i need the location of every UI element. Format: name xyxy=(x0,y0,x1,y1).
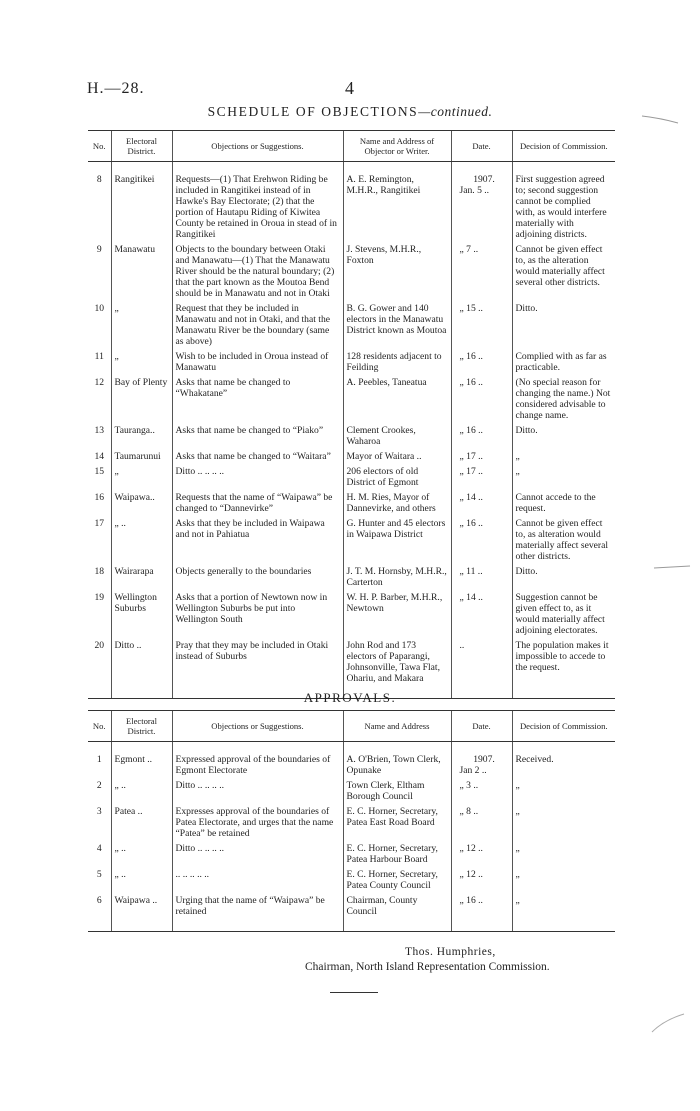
row-objection: Requests—(1) That Erehwon Riding be included in Rangitikei instead of in Hawke's Bay Electorate; (2) that the portion of Hautapu Riding of Kiwitea County be retained in Oroua in stead of in Rangitikei xyxy=(172,162,343,243)
schedule-title-continued: —continued. xyxy=(418,104,493,119)
row-district: „ .. xyxy=(111,778,172,804)
row-name: Town Clerk, Eltham Borough Council xyxy=(343,778,451,804)
row-name: J. Stevens, M.H.R., Foxton xyxy=(343,242,451,301)
row-district: Taumarunui xyxy=(111,449,172,464)
objections-table xyxy=(88,130,615,699)
signatory-title: Chairman, North Island Representation Commission. xyxy=(305,961,550,973)
row-objection: Expressed approval of the boundaries of Egmont Electorate xyxy=(172,742,343,779)
row-decision: Suggestion cannot be given effect to, as it would materially affect adjoining electorates. xyxy=(512,590,615,638)
table-row xyxy=(88,449,615,464)
table-row xyxy=(88,804,615,841)
col-header-objection: Objections or Suggestions. xyxy=(172,131,343,162)
row-objection: Objects to the boundary between Otaki and Manawatu—(1) That the Manawatu River should be the natural boundary; (2) that the part known as the Moutoa Bend should be in Manawatu and not in Otaki xyxy=(172,242,343,301)
row-number: 13 xyxy=(94,425,105,436)
row-decision: „ xyxy=(512,867,615,893)
row-number: 1 xyxy=(96,754,102,765)
date-value: Jan. 5 .. xyxy=(459,185,490,196)
row-date: „ 16 .. xyxy=(451,516,512,564)
approvals-table xyxy=(88,710,615,932)
row-district: „ .. xyxy=(111,516,172,564)
row-district: Rangitikei xyxy=(111,162,172,243)
row-decision: Cannot accede to the request. xyxy=(512,490,615,516)
row-objection: Asks that a portion of Newtown now in Wellington Suburbs be put into Wellington South xyxy=(172,590,343,638)
col-header-name: Name and Address xyxy=(343,711,451,742)
row-decision: „ xyxy=(512,893,615,932)
pencil-mark xyxy=(648,1010,688,1034)
row-date xyxy=(451,162,512,243)
row-name: A. O'Brien, Town Clerk, Opunake xyxy=(343,742,451,779)
row-objection: Objects generally to the boundaries xyxy=(172,564,343,590)
row-number: 12 xyxy=(94,377,105,388)
row-decision: (No special reason for changing the name.) Not considered advisable to change name. xyxy=(512,375,615,423)
closing-rule xyxy=(330,992,378,993)
row-decision: First suggestion agreed to; second suggestion cannot be complied with, as would interfere materially with adjoining districts. xyxy=(512,162,615,243)
row-name: W. H. P. Barber, M.H.R., Newtown xyxy=(343,590,451,638)
row-objection: Ditto .. .. .. .. xyxy=(172,841,343,867)
row-date: „ 16 .. xyxy=(451,893,512,932)
row-date: „ 11 .. xyxy=(451,564,512,590)
col-header-no: No. xyxy=(88,131,111,162)
row-district: „ .. xyxy=(111,841,172,867)
row-name: B. G. Gower and 140 electors in the Manawatu District known as Moutoa xyxy=(343,301,451,349)
row-decision: „ xyxy=(512,804,615,841)
row-objection: Pray that they may be included in Otaki instead of Suburbs xyxy=(172,638,343,699)
table-row xyxy=(88,867,615,893)
row-district: „ .. xyxy=(111,867,172,893)
table-row xyxy=(88,893,615,932)
row-number: 9 xyxy=(96,244,102,255)
document-code: H.—28. xyxy=(87,80,145,97)
row-name: Mayor of Waitara .. xyxy=(343,449,451,464)
row-decision: Ditto. xyxy=(512,423,615,449)
table-row xyxy=(88,464,615,490)
row-number: 11 xyxy=(94,351,104,362)
row-date: „ 8 .. xyxy=(451,804,512,841)
row-number: 10 xyxy=(94,303,105,314)
row-number: 19 xyxy=(94,592,105,603)
row-district: „ xyxy=(111,464,172,490)
row-objection: Ditto .. .. .. .. xyxy=(172,464,343,490)
row-number: 2 xyxy=(96,780,102,791)
table-row xyxy=(88,375,615,423)
row-objection: Asks that name be changed to “Waitara” xyxy=(172,449,343,464)
table-row xyxy=(88,778,615,804)
row-number: 6 xyxy=(88,893,111,932)
col-header-name: Name and Address of Objector or Writer. xyxy=(343,131,451,162)
col-header-no: No. xyxy=(88,711,111,742)
approvals-body xyxy=(88,742,615,932)
row-district: „ xyxy=(111,301,172,349)
row-date: „ 16 .. xyxy=(451,423,512,449)
signatory-name: Thos. Humphries, xyxy=(405,946,496,958)
row-decision: „ xyxy=(512,778,615,804)
row-name: Clement Crookes, Waharoa xyxy=(343,423,451,449)
row-name: 128 residents adjacent to Feilding xyxy=(343,349,451,375)
row-decision: The population makes it impossible to accede to the request. xyxy=(512,638,615,699)
table-row xyxy=(88,301,615,349)
row-number: 14 xyxy=(94,451,105,462)
row-date: „ 12 .. xyxy=(451,867,512,893)
row-number: 4 xyxy=(96,843,102,854)
row-name: A. E. Remington, M.H.R., Rangitikei xyxy=(343,162,451,243)
row-objection: Requests that the name of “Waipawa” be changed to “Dannevirke” xyxy=(172,490,343,516)
row-date: „ 17 .. xyxy=(451,464,512,490)
col-header-objection: Objections or Suggestions. xyxy=(172,711,343,742)
date-value: Jan 2 .. xyxy=(459,765,487,776)
table-row xyxy=(88,242,615,301)
table-row xyxy=(88,564,615,590)
row-name: 206 electors of old District of Egmont xyxy=(343,464,451,490)
col-header-date: Date. xyxy=(451,711,512,742)
row-name: E. C. Horner, Secretary, Patea County Council xyxy=(343,867,451,893)
table-row xyxy=(88,162,615,243)
row-date: „ 12 .. xyxy=(451,841,512,867)
row-number: 17 xyxy=(94,518,105,529)
table-row xyxy=(88,423,615,449)
row-number: 8 xyxy=(96,174,102,185)
row-decision: Cannot be given effect to, as the alteration would materially affect several other districts. xyxy=(512,242,615,301)
row-date: „ 14 .. xyxy=(451,490,512,516)
approvals-title: APPROVALS. xyxy=(303,690,397,705)
table-row xyxy=(88,516,615,564)
row-decision: „ xyxy=(512,464,615,490)
row-objection: .. .. .. .. .. xyxy=(172,867,343,893)
row-name: Chairman, County Council xyxy=(343,893,451,932)
row-objection: Asks that name be changed to “Piako” xyxy=(172,423,343,449)
row-decision: Received. xyxy=(512,742,615,779)
row-objection: Request that they be included in Manawatu and not in Otaki, and that the Manawatu River be the boundary (same as above) xyxy=(172,301,343,349)
row-district: Ditto .. xyxy=(111,638,172,699)
row-objection: Expresses approval of the boundaries of Patea Electorate, and urges that the name “Patea” be retained xyxy=(172,804,343,841)
row-date: „ 14 .. xyxy=(451,590,512,638)
row-number: 15 xyxy=(94,466,105,477)
schedule-title-main: SCHEDULE OF OBJECTIONS xyxy=(207,104,419,119)
row-decision: Ditto. xyxy=(512,564,615,590)
row-name: E. C. Horner, Secretary, Patea East Road Board xyxy=(343,804,451,841)
row-objection: Asks that they be included in Waipawa and not in Pahiatua xyxy=(172,516,343,564)
row-district: Waipawa.. xyxy=(111,490,172,516)
row-date: „ 17 .. xyxy=(451,449,512,464)
row-decision: „ xyxy=(512,449,615,464)
row-district: Egmont .. xyxy=(111,742,172,779)
row-number: 16 xyxy=(94,492,105,503)
row-district: Wairarapa xyxy=(111,564,172,590)
row-date: .. xyxy=(451,638,512,699)
row-name: John Rod and 173 electors of Paparangi, Johnsonville, Tawa Flat, Ohariu, and Makara xyxy=(343,638,451,699)
row-name: A. Peebles, Taneatua xyxy=(343,375,451,423)
col-header-date: Date. xyxy=(451,131,512,162)
row-decision: „ xyxy=(512,841,615,867)
date-year: 1907. xyxy=(473,174,495,185)
row-date: „ 15 .. xyxy=(451,301,512,349)
row-number: 20 xyxy=(88,638,111,699)
row-date: „ 16 .. xyxy=(451,349,512,375)
table-row xyxy=(88,349,615,375)
page-number: 4 xyxy=(345,78,354,98)
table-row xyxy=(88,742,615,779)
row-district: Patea .. xyxy=(111,804,172,841)
table-row xyxy=(88,841,615,867)
col-header-decision: Decision of Commission. xyxy=(512,711,615,742)
row-name: E. C. Horner, Secretary, Patea Harbour Board xyxy=(343,841,451,867)
date-year: 1907. xyxy=(473,754,495,765)
pencil-mark xyxy=(652,563,692,571)
row-district: „ xyxy=(111,349,172,375)
col-header-district: Electoral District. xyxy=(111,711,172,742)
row-district: Manawatu xyxy=(111,242,172,301)
row-date: „ 3 .. xyxy=(451,778,512,804)
row-objection: Ditto .. .. .. .. xyxy=(172,778,343,804)
row-date: „ 16 .. xyxy=(451,375,512,423)
row-name: G. Hunter and 45 electors in Waipawa District xyxy=(343,516,451,564)
table-row xyxy=(88,590,615,638)
objections-body xyxy=(88,162,615,699)
row-decision: Complied with as far as practicable. xyxy=(512,349,615,375)
row-number: 3 xyxy=(96,806,102,817)
row-decision: Cannot be given effect to, as alteration would materially affect several other districts. xyxy=(512,516,615,564)
schedule-title xyxy=(0,104,700,120)
approvals-header-row xyxy=(88,711,615,742)
row-district: Waipawa .. xyxy=(111,893,172,932)
row-district: Bay of Plenty xyxy=(111,375,172,423)
row-name: H. M. Ries, Mayor of Dannevirke, and others xyxy=(343,490,451,516)
row-district: Wellington Suburbs xyxy=(111,590,172,638)
objections-header-row xyxy=(88,131,615,162)
row-decision: Ditto. xyxy=(512,301,615,349)
pencil-mark xyxy=(640,114,680,124)
row-objection: Asks that name be changed to “Whakatane” xyxy=(172,375,343,423)
row-name: J. T. M. Hornsby, M.H.R., Carterton xyxy=(343,564,451,590)
row-number: 18 xyxy=(94,566,105,577)
table-row xyxy=(88,490,615,516)
row-objection: Wish to be included in Oroua instead of Manawatu xyxy=(172,349,343,375)
row-number: 5 xyxy=(96,869,102,880)
row-date: „ 7 .. xyxy=(451,242,512,301)
col-header-decision: Decision of Commission. xyxy=(512,131,615,162)
row-date xyxy=(451,742,512,779)
col-header-district: Electoral District. xyxy=(111,131,172,162)
row-objection: Urging that the name of “Waipawa” be retained xyxy=(172,893,343,932)
row-district: Tauranga.. xyxy=(111,423,172,449)
